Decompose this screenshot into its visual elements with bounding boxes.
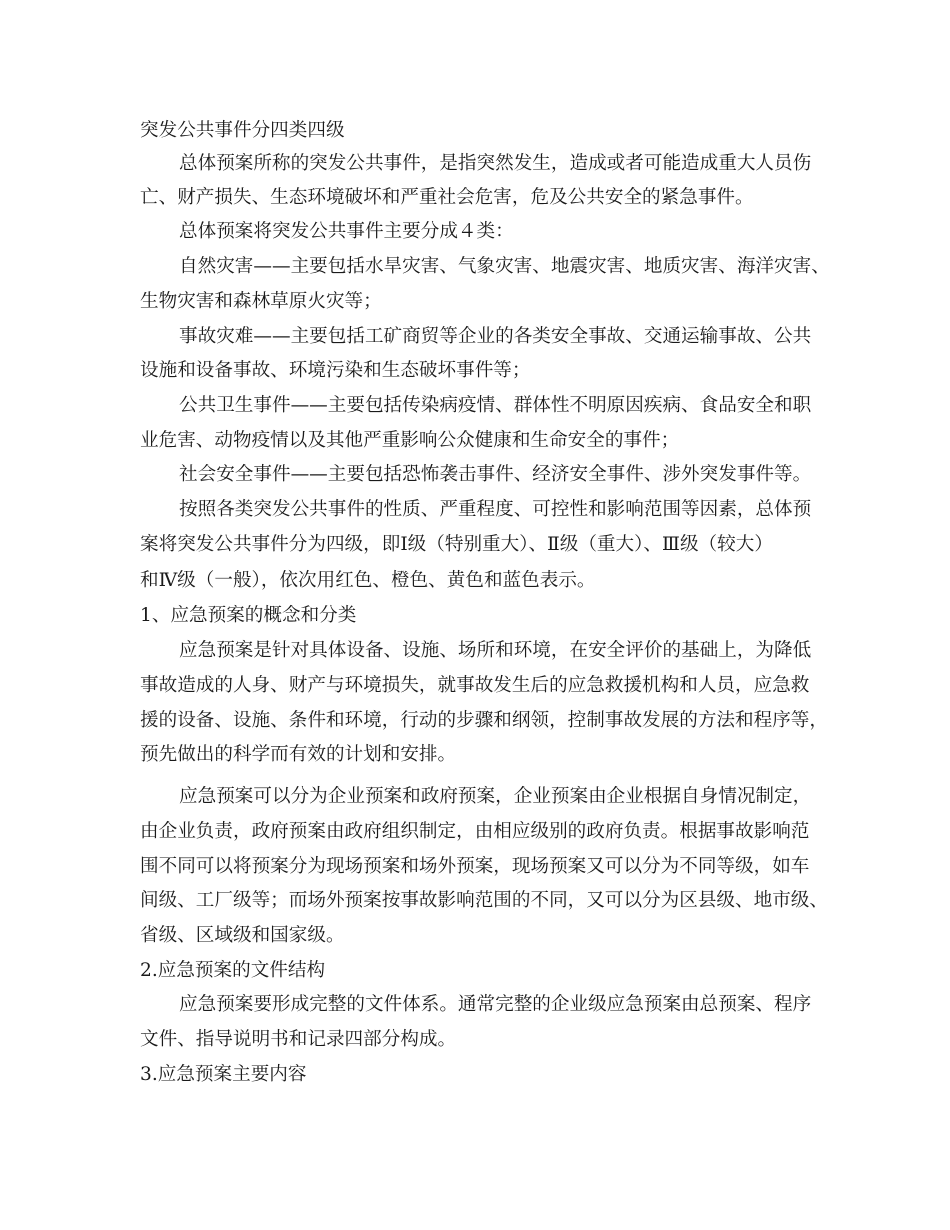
section-heading: 突发公共事件分四类四级 bbox=[140, 120, 345, 141]
paragraph-line: 省级、区域级和国家级。 bbox=[140, 925, 345, 946]
section-heading: 1、应急预案的概念和分类 bbox=[140, 605, 357, 626]
paragraph-line: 自然灾害——主要包括水旱灾害、气象灾害、地震灾害、地质灾害、海洋灾害、 bbox=[179, 256, 830, 277]
paragraph-line: 应急预案要形成完整的文件体系。通常完整的企业级应急预案由总预案、程序 bbox=[179, 994, 812, 1015]
paragraph-line: 和Ⅳ级（一般），依次用红色、橙色、黄色和蓝色表示。 bbox=[140, 570, 596, 591]
paragraph-line: 援的设备、设施、条件和环境，行动的步骤和纲领，控制事故发展的方法和程序等， bbox=[140, 710, 828, 731]
paragraph-line: 社会安全事件——主要包括恐怖袭击事件、经济安全事件、涉外突发事件等。 bbox=[179, 464, 812, 485]
paragraph-line: 业危害、动物疫情以及其他严重影响公众健康和生命安全的事件； bbox=[140, 430, 680, 451]
paragraph-line: 亡、财产损失、生态环境破坏和严重社会危害，危及公共安全的紧急事件。 bbox=[140, 187, 754, 208]
paragraph-line: 按照各类突发公共事件的性质、严重程度、可控性和影响范围等因素，总体预 bbox=[179, 499, 812, 520]
paragraph-line: 围不同可以将预案分为现场预案和场外预案，现场预案又可以分为不同等级，如车 bbox=[140, 856, 810, 877]
paragraph-line: 由企业负责，政府预案由政府组织制定，由相应级别的政府负责。根据事故影响范 bbox=[140, 821, 810, 842]
paragraph-line: 应急预案是针对具体设备、设施、场所和环境，在安全评价的基础上，为降低 bbox=[179, 640, 812, 661]
paragraph-line: 总体预案将突发公共事件主要分成４类： bbox=[179, 221, 514, 242]
paragraph-line: 公共卫生事件——主要包括传染病疫情、群体性不明原因疾病、食品安全和职 bbox=[179, 395, 812, 416]
paragraph-line: 间级、工厂级等；而场外预案按事故影响范围的不同，又可以分为区县级、地市级、 bbox=[140, 890, 828, 911]
paragraph-line: 应急预案可以分为企业预案和政府预案，企业预案由企业根据自身情况制定， bbox=[179, 786, 812, 807]
paragraph-line: 总体预案所称的突发公共事件，是指突然发生，造成或者可能造成重大人员伤 bbox=[179, 153, 812, 174]
paragraph-line: 生物灾害和森林草原火灾等； bbox=[140, 291, 382, 312]
section-heading: 2.应急预案的文件结构 bbox=[140, 960, 326, 981]
paragraph-line: 事故造成的人身、财产与环境损失，就事故发生后的应急救援机构和人员，应急救 bbox=[140, 675, 810, 696]
paragraph-line: 案将突发公共事件分为四级，即Ⅰ级（特别重大）、Ⅱ级（重大）、Ⅲ级（较大） bbox=[140, 534, 773, 555]
paragraph-line: 预先做出的科学而有效的计划和安排。 bbox=[140, 744, 457, 765]
paragraph-line: 文件、指导说明书和记录四部分构成。 bbox=[140, 1029, 457, 1050]
paragraph-line: 设施和设备事故、环境污染和生态破坏事件等； bbox=[140, 360, 531, 381]
paragraph-line: 事故灾难——主要包括工矿商贸等企业的各类安全事故、交通运输事故、公共 bbox=[179, 326, 812, 347]
section-heading: 3.应急预案主要内容 bbox=[140, 1064, 307, 1085]
